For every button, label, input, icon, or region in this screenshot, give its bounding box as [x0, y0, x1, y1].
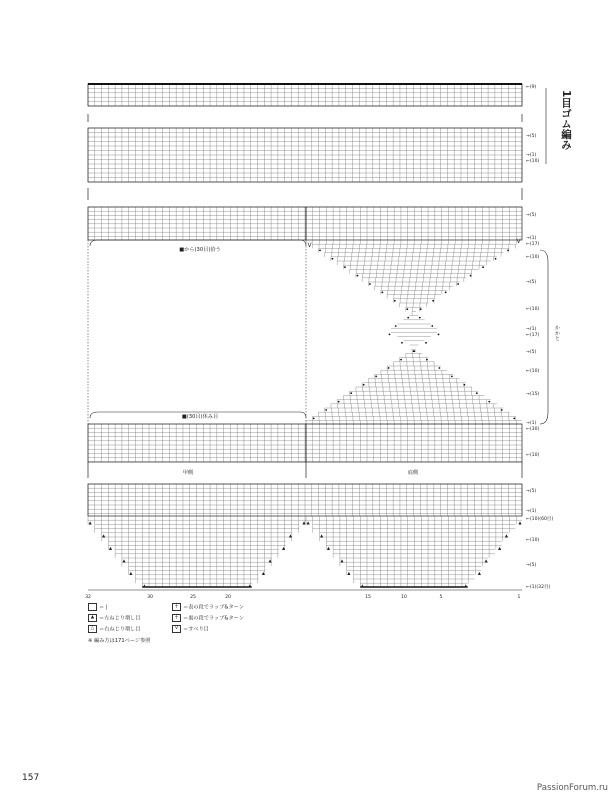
- toe-right-grid-increase-right: ▲: [498, 545, 502, 551]
- row-marker-heel-10: ←(10): [526, 307, 540, 312]
- toe-right-grid-increase-right: ▲: [518, 520, 522, 526]
- legend-item-knit: ＝ |: [88, 603, 108, 611]
- legend-item-right-increase: △ ＝右ねじり増し目: [88, 625, 141, 633]
- row-marker-toe-10: ←(10): [526, 538, 540, 543]
- row-markers: [526, 84, 554, 590]
- toe-left-grid-increase-right: ▲: [261, 570, 265, 576]
- wrap-turn-right: [420, 308, 422, 310]
- wrap-turn-right: [426, 359, 428, 361]
- instep-grid-top-border: [88, 207, 306, 240]
- wrap-turn-right: [501, 409, 503, 411]
- row-marker-toe-5b: →(5): [526, 563, 537, 568]
- wrap-turn-right: [463, 384, 465, 386]
- wrap-turn-right: [407, 317, 409, 319]
- wrap-turn-left: [431, 325, 433, 327]
- row-marker-leg-5: →(5): [526, 213, 537, 218]
- page-number: 157: [22, 773, 40, 783]
- wrap-turn-right: [414, 350, 416, 352]
- toe-right-grid: [306, 516, 522, 587]
- row-marker-rib-1: →(1): [526, 153, 537, 158]
- heel-shaping-grid: [306, 240, 522, 425]
- row-marker-foot-10: ←(10): [526, 453, 540, 458]
- axis-tick-label: 1: [517, 595, 521, 600]
- rib-title: 1目ゴム編み: [560, 90, 572, 150]
- watermark: PassionForum.ru: [536, 783, 608, 793]
- wrap-turn-left: [350, 392, 352, 394]
- toe-right-grid-increase-left: ▲: [326, 545, 331, 551]
- wrap-turn-left: [400, 359, 402, 361]
- row-marker-mid-1: →(1): [526, 327, 537, 332]
- instep-grid-bottom: [88, 424, 306, 462]
- slip-stitch-icon: V: [172, 625, 181, 633]
- wrap-turn-right: [389, 334, 391, 336]
- instep-grid-top: [88, 207, 306, 240]
- wrap-turn-left: [325, 409, 327, 411]
- row-marker-low-30: ←(30): [526, 427, 540, 432]
- axis-tick-label: 5: [439, 595, 443, 600]
- wrap-turn-left: [394, 300, 396, 302]
- axis-tick-label: 25: [190, 595, 196, 600]
- wrap-turn-left: [369, 283, 371, 285]
- wrap-turn-left: [419, 317, 421, 319]
- wrap-turn-back-icon: ┼: [172, 614, 181, 622]
- rib-grid-lower: [88, 128, 522, 182]
- row-marker-rib-10: ←(10): [526, 159, 540, 164]
- wrap-turn-right: [495, 258, 497, 260]
- toe-left-grid-increase-left: ▲: [142, 583, 146, 589]
- row-marker-heel2-10: ←(10): [526, 369, 540, 374]
- legend-item-left-increase: ▲ ＝左ねじり増し目: [88, 614, 141, 622]
- row-marker-toe-last: ←(1)(32目): [526, 585, 551, 590]
- toe-right-grid-increase-right: ▲: [504, 532, 509, 538]
- row-marker-heel2-5: →(5): [526, 350, 537, 355]
- wrap-turn-right: [482, 266, 484, 268]
- toe-left-grid-increase-right: ▲: [282, 545, 286, 551]
- toe-left-grid-increase-left: ▲: [102, 532, 106, 538]
- toe-right-grid-increase-left: ▲: [340, 558, 344, 563]
- heel-grid-top: [306, 207, 522, 240]
- legend-item-wrap-turn-back: ┼ ＝裏の段でラップ&ターン: [172, 614, 244, 622]
- row-marker-heel-17: ←(17): [526, 242, 540, 247]
- wrap-turn-left: [425, 342, 427, 344]
- wrap-turn-right: [432, 300, 434, 302]
- wrap-turn-right: [476, 392, 478, 394]
- toe-grid-top: [88, 484, 522, 516]
- wrap-turn-left: [344, 266, 346, 268]
- wrap-turn-right: [507, 250, 509, 252]
- instep-grid-bottom-border: [88, 424, 306, 462]
- toe-right-grid-increase-left: ▲: [360, 583, 364, 589]
- wrap-turn-left: [332, 258, 334, 260]
- wrap-turn-left: [319, 250, 321, 252]
- legend-item-wrap-turn-front: ┼ ＝表の段でラップ&ターン: [172, 603, 244, 611]
- toe-right-grid-increase-right: ▲: [477, 570, 481, 576]
- wrap-turn-left: [375, 376, 377, 378]
- row-marker-rib-top: ←(9): [526, 85, 537, 90]
- heel-title: かかと: [554, 325, 560, 341]
- blank-square-icon: [88, 603, 97, 611]
- wrap-turn-left: [438, 334, 440, 336]
- wrap-turn-left: [388, 367, 390, 369]
- row-marker-mid-17: ←(17): [526, 333, 540, 338]
- left-increase-icon: ▲: [88, 614, 97, 622]
- toe-left-grid: [88, 516, 306, 587]
- instep-label: 甲側: [182, 470, 194, 476]
- stitch-axis: [85, 594, 520, 600]
- right-increase-icon: △: [88, 625, 97, 633]
- row-marker-toe-60: ←(10)(60目): [526, 517, 554, 522]
- toe-left-grid-increase-left: ▲: [108, 545, 113, 551]
- axis-tick-label: 10: [401, 595, 407, 600]
- chart-grids: [88, 84, 522, 590]
- row-marker-toe-5: →(5): [526, 489, 537, 494]
- axis-tick-label: 20: [225, 595, 231, 600]
- wrap-turn-left: [313, 418, 315, 420]
- rest-note: ■(30目)休み目: [181, 414, 219, 420]
- wrap-turn-right: [488, 401, 490, 403]
- toe-right-grid-increase-left: ▲: [347, 570, 351, 576]
- wrap-turn-right: [470, 275, 472, 277]
- wrap-turn-right: [395, 325, 397, 327]
- pickup-brace: [90, 240, 306, 246]
- heel-grid-top-border: [306, 207, 522, 240]
- axis-tick-label: 30: [147, 595, 153, 600]
- wrap-turn-left: [338, 401, 340, 403]
- wrap-turn-left: [357, 275, 359, 277]
- toe-left-grid-increase-right: ▲: [302, 520, 306, 526]
- legend-item-slip: V ＝すべり目: [172, 625, 209, 633]
- wrap-turn-right: [401, 342, 403, 344]
- toe-right-grid-increase-right: ▲: [464, 583, 468, 589]
- heel-grid-bottom: [306, 424, 522, 462]
- row-marker-toe-1: →(1): [526, 509, 537, 514]
- row-marker-heel-10: ←(10): [526, 255, 540, 260]
- chart-shapes: [89, 238, 523, 588]
- note: ※ 編み方は171ページ参照: [88, 638, 151, 644]
- axis-tick-label: 15: [365, 595, 371, 600]
- slip-stitch-left: V: [307, 242, 312, 249]
- row-marker-low-1: →(1): [526, 421, 537, 426]
- pickup-note: ■から(30目)拾う: [179, 247, 221, 253]
- resting-stitches-outline: [88, 240, 306, 424]
- toe-left-grid-increase-left: ▲: [88, 520, 92, 526]
- wrap-turn-right: [457, 283, 459, 285]
- wrap-turn-right: [445, 292, 447, 294]
- row-marker-rib-5: →(5): [526, 134, 537, 139]
- wrap-turn-right: [439, 367, 441, 369]
- rib-grid-top: [88, 84, 522, 106]
- toe-left-grid-increase-left: ▲: [129, 570, 133, 576]
- wrap-turn-left: [363, 384, 365, 386]
- wrap-turn-right: [451, 376, 453, 378]
- toe-left-grid-increase-right: ▲: [268, 558, 272, 563]
- toe-right-grid-increase-left: ▲: [320, 532, 324, 538]
- toe-left-grid-increase-right: ▲: [248, 583, 252, 589]
- chart-labels: [179, 90, 572, 476]
- sole-label: 底側: [407, 470, 419, 476]
- wrap-turn-left: [381, 292, 383, 294]
- row-marker-heel-1: →(1): [526, 236, 537, 241]
- slip-stitch-right: V: [516, 238, 521, 245]
- toe-left-grid-increase-left: ▲: [122, 558, 126, 563]
- heel-grid-bottom-border: [306, 424, 522, 462]
- wrap-turn-right: [513, 418, 515, 420]
- row-marker-heel-5: →(5): [526, 280, 537, 285]
- axis-tick-label: 32: [85, 595, 91, 600]
- wrap-turn-front-icon: ┼: [172, 603, 181, 611]
- toe-left-grid-increase-right: ▲: [288, 532, 293, 538]
- toe-right-grid-increase-left: ▲: [306, 520, 310, 526]
- toe-right-grid-increase-right: ▲: [484, 558, 488, 563]
- row-marker-heel2-15: →(15): [526, 392, 540, 397]
- heel-bracket: [540, 250, 548, 424]
- wrap-turn-left: [406, 308, 408, 310]
